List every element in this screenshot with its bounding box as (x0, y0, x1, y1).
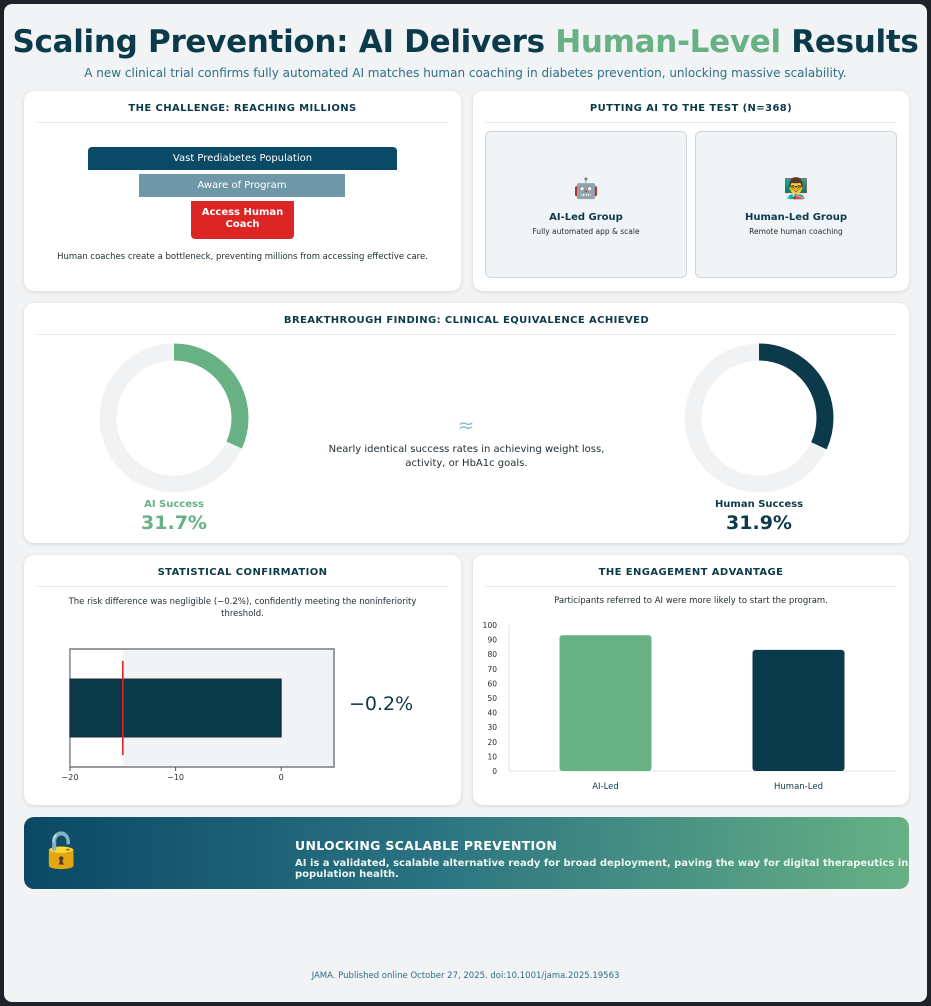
citation-footer: JAMA. Published online October 27, 2025. doi:10.1001/jama.2025.19563 (311, 971, 620, 981)
human-success-label: Human Success (714, 499, 804, 510)
test-title: PUTTING AI TO THE TEST (N=368) (485, 103, 897, 123)
bar-y-tick-label: 30 (487, 723, 497, 733)
title-highlight: Human-Level (555, 24, 781, 60)
bar-y-tick-label: 100 (482, 621, 497, 630)
funnel-bar-coach: Access Human Coach (191, 201, 294, 239)
bar-y-tick-label: 50 (487, 694, 497, 703)
lock-icon: 🔓 (40, 831, 83, 871)
banner-title: UNLOCKING SCALABLE PREVENTION (295, 838, 558, 853)
ai-success-value: 31.7% (141, 512, 207, 534)
engagement-note: Participants referred to AI were more likely to start the program. (554, 596, 828, 606)
robot-icon: 🤖 (573, 176, 599, 200)
bar-category-label: Human-Led (774, 782, 823, 792)
ci-x-tick-label: −20 (61, 773, 79, 782)
funnel-bar-population: Vast Prediabetes Population (88, 147, 397, 170)
challenge-title: THE CHALLENGE: REACHING MILLIONS (36, 103, 449, 123)
finding-card (24, 303, 909, 543)
bar-y-tick-label: 60 (487, 679, 497, 689)
bar-category-label: AI-Led (592, 782, 619, 792)
bar-human-led (753, 650, 845, 771)
bar-y-tick-label: 70 (487, 664, 497, 674)
ci-chart (54, 643, 354, 783)
page-title: Scaling Prevention: AI Delivers Human-Level Results (12, 24, 919, 60)
bar-y-tick-label: 10 (487, 752, 497, 762)
approx-symbol: ≈ (457, 413, 475, 437)
funnel-bar-aware: Aware of Program (139, 174, 345, 197)
ai-success-label: AI Success (144, 499, 204, 510)
ci-x-tick-label: −10 (167, 773, 185, 782)
ai-donut-chart (94, 338, 254, 498)
finding-middle-text: Nearly identical success rates in achieving weight loss, activity, or HbA1c goals. (328, 444, 605, 469)
finding-title: BREAKTHROUGH FINDING: CLINICAL EQUIVALENCE ACHIEVED (36, 315, 897, 335)
human-group-desc: Remote human coaching (749, 227, 843, 236)
ai-group-name: AI-Led Group (549, 212, 623, 223)
risk-difference-value: −0.2% (349, 693, 414, 715)
banner-text: AI is a validated, scalable alternative ready for broad deployment, paving the way for digital therapeutics in population health. (295, 858, 909, 880)
bar-y-tick-label: 20 (487, 737, 497, 747)
ai-group-box (485, 131, 687, 278)
challenge-note: Human coaches create a bottleneck, preventing millions from accessing effective care. (57, 252, 428, 262)
infographic-frame (4, 4, 927, 1002)
engagement-title: THE ENGAGEMENT ADVANTAGE (485, 567, 897, 587)
ci-interval-bar (70, 679, 281, 737)
teacher-icon: 👨‍🏫 (783, 176, 809, 200)
human-success-value: 31.9% (726, 512, 792, 534)
bar-y-tick-label: 80 (487, 650, 497, 660)
challenge-card (24, 91, 461, 291)
test-card (473, 91, 909, 291)
page-subtitle: A new clinical trial confirms fully automated AI matches human coaching in diabetes prevention, unlocking massive scalability. (84, 66, 847, 80)
engagement-card (473, 555, 909, 805)
bar-y-tick-label: 0 (492, 767, 497, 776)
stats-note: The risk difference was negligible (−0.2%), confidently meeting the noninferiority threshold. (68, 597, 417, 619)
engagement-bar-chart (479, 617, 903, 797)
human-donut-chart (679, 338, 839, 498)
human-group-box (695, 131, 897, 278)
ci-x-tick-label: 0 (278, 773, 284, 782)
bar-y-tick-label: 40 (487, 708, 497, 718)
conclusion-banner (24, 817, 909, 889)
ai-group-desc: Fully automated app & scale (532, 227, 640, 236)
bar-ai-led (560, 635, 652, 771)
stats-title: STATISTICAL CONFIRMATION (36, 567, 449, 587)
human-group-name: Human-Led Group (744, 212, 847, 223)
bar-y-tick-label: 90 (487, 635, 497, 645)
stats-card (24, 555, 461, 805)
